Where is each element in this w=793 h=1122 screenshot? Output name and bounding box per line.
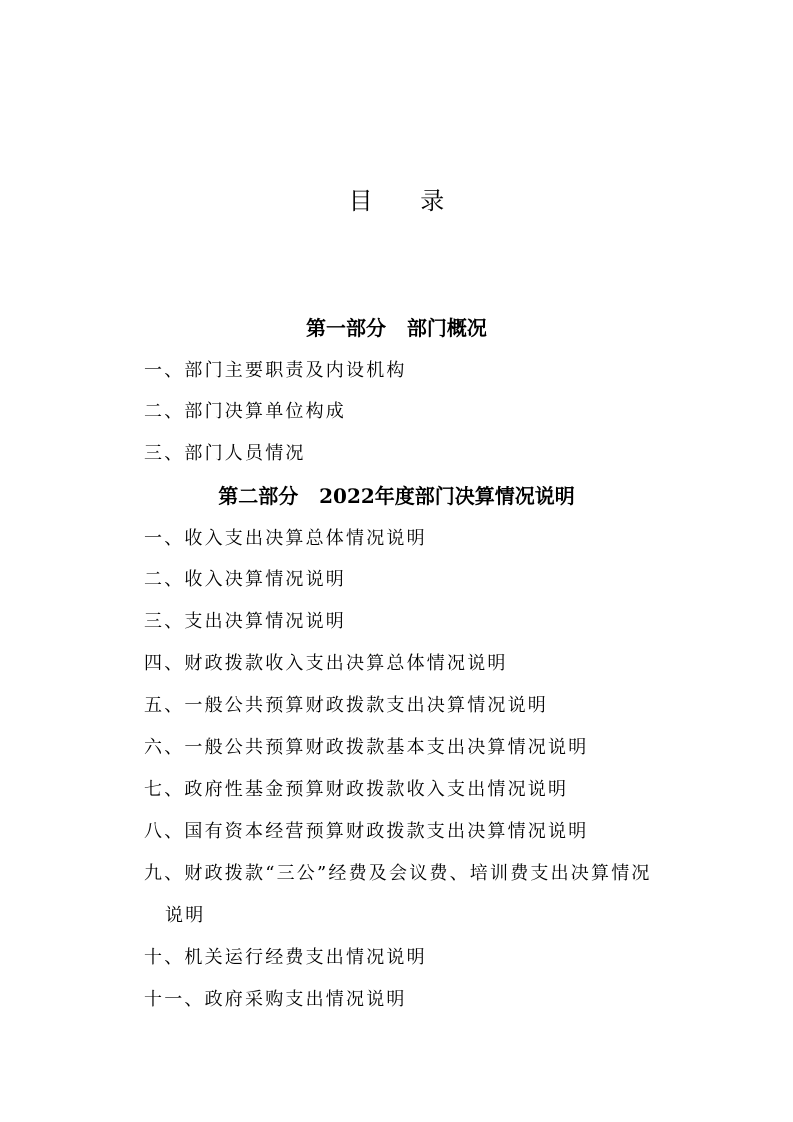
page-title: 目 录: [348, 187, 465, 215]
toc-item: 三、支出决算情况说明: [144, 611, 346, 632]
toc-item: 二、部门决算单位构成: [144, 401, 346, 422]
toc-item: 六、一般公共预算财政拨款基本支出决算情况说明: [144, 737, 589, 758]
toc-item-continuation: 说明: [165, 905, 206, 926]
toc-item: 三、部门人员情况: [144, 443, 306, 464]
part-two-heading: 第二部分 2022年度部门决算情况说明: [218, 484, 575, 508]
toc-item: 七、政府性基金预算财政拨款收入支出情况说明: [144, 779, 569, 800]
part-one-heading: 第一部分 部门概况: [306, 316, 487, 340]
toc-item: 四、财政拨款收入支出决算总体情况说明: [144, 653, 508, 674]
toc-item: 一、收入支出决算总体情况说明: [144, 528, 427, 549]
toc-item: 一、部门主要职责及内设机构: [144, 360, 407, 381]
toc-item: 十、机关运行经费支出情况说明: [144, 947, 427, 968]
toc-item: 九、财政拨款“三公”经费及会议费、培训费支出决算情况: [144, 863, 652, 884]
toc-item: 二、收入决算情况说明: [144, 569, 346, 590]
toc-item: 八、国有资本经营预算财政拨款支出决算情况说明: [144, 821, 589, 842]
toc-item: 十一、政府采购支出情况说明: [144, 989, 407, 1010]
toc-item: 五、一般公共预算财政拨款支出决算情况说明: [144, 695, 548, 716]
